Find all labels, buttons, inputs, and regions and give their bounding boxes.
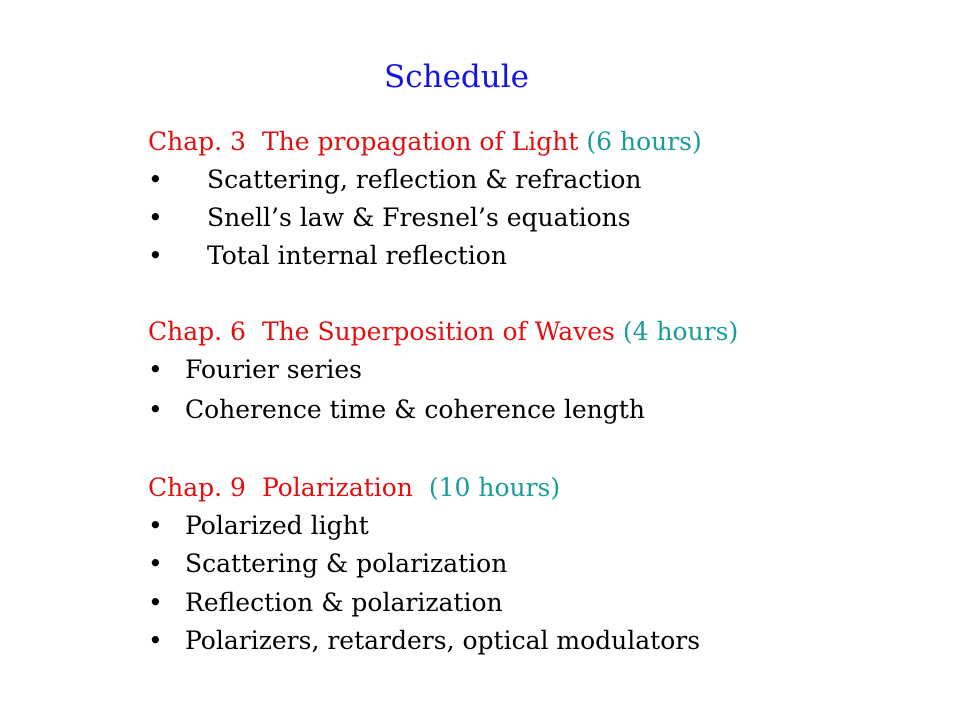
- chapter-label: Chap. 9: [148, 473, 246, 502]
- chapter-hours: (10 hours): [428, 473, 561, 502]
- bullet-icon: •: [148, 549, 163, 578]
- chapter-hours: (6 hours): [586, 127, 702, 156]
- list-item-text: Polarizers, retarders, optical modulators: [185, 626, 701, 655]
- bullet-icon: •: [148, 165, 163, 194]
- section-heading-chap-9: [148, 471, 560, 505]
- list-item-text: Fourier series: [185, 355, 362, 384]
- list-item: [148, 509, 848, 543]
- list-item: [148, 163, 848, 197]
- list-item: [148, 353, 848, 387]
- list-item: [148, 624, 848, 658]
- list-item: [148, 239, 848, 273]
- chapter-hours: (4 hours): [622, 317, 739, 346]
- list-item: [148, 201, 848, 235]
- section-heading-chap-3: [148, 125, 702, 159]
- slide-title: Schedule: [384, 59, 529, 95]
- list-item-text: Polarized light: [185, 511, 369, 540]
- bullet-icon: •: [148, 626, 163, 655]
- list-item-text: Total internal reflection: [207, 241, 507, 270]
- bullet-icon: •: [148, 203, 163, 232]
- bullet-icon: •: [148, 241, 163, 270]
- list-item-text: Scattering & polarization: [185, 549, 508, 578]
- list-item-text: Scattering, reflection & refraction: [207, 165, 642, 194]
- list-item: [148, 586, 848, 620]
- list-item-text: Snell’s law & Fresnel’s equations: [207, 203, 631, 232]
- bullet-icon: •: [148, 588, 163, 617]
- chapter-label: Chap. 6: [148, 317, 246, 346]
- section-heading-chap-6: [148, 315, 738, 349]
- list-item: [148, 393, 848, 427]
- chapter-label: Chap. 3: [148, 127, 246, 156]
- list-item-text: Reflection & polarization: [185, 588, 503, 617]
- chapter-title: The propagation of Light: [261, 127, 579, 156]
- bullet-icon: •: [148, 395, 163, 424]
- chapter-title: The Superposition of Waves: [261, 317, 615, 346]
- chapter-title: Polarization: [261, 473, 413, 502]
- list-item-text: Coherence time & coherence length: [185, 395, 645, 424]
- list-item: [148, 547, 848, 581]
- bullet-icon: •: [148, 355, 163, 384]
- bullet-icon: •: [148, 511, 163, 540]
